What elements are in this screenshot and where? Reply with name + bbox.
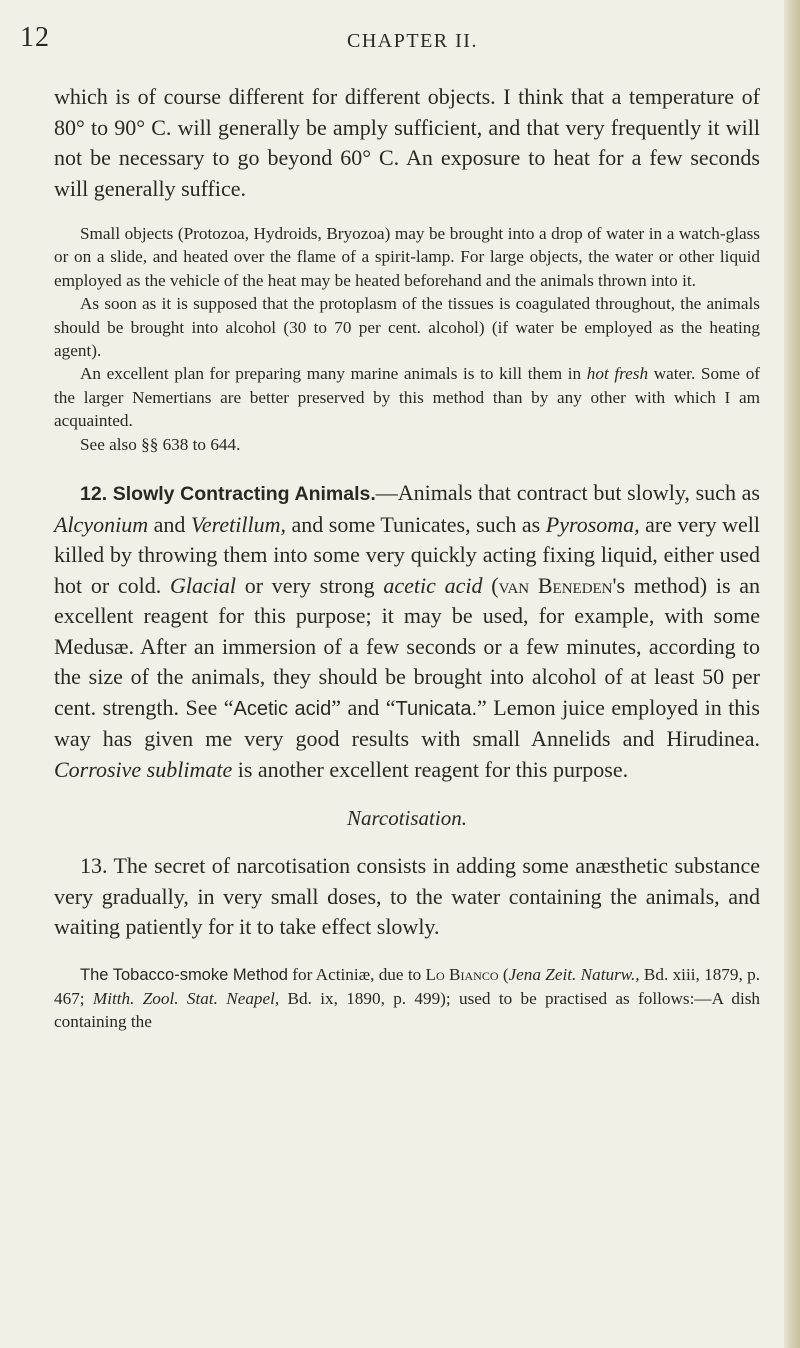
emphasis-acetic-acid: acetic acid	[383, 572, 483, 598]
text-run: 's method) is an excellent reagent for this purpose; it may be used, for example, with some Medusæ. After an immersion of a few seconds or a few minutes, according to the size of the animals, they should be brought into alcohol of at least 50 per cent. strength. See “	[54, 572, 761, 720]
paragraph-tobacco-smoke	[54, 963, 760, 1034]
tobacco-method-heading: The Tobacco-smoke Method	[80, 965, 288, 984]
narcotisation-heading: Narcotisation.	[347, 806, 467, 831]
text-run: for Actiniæ, due to	[287, 964, 426, 984]
section-12-slowly-contracting	[54, 478, 760, 785]
author-lo-bianco: Lo Bianco	[425, 964, 499, 984]
page-body	[54, 82, 760, 1034]
citation-jena-zeit: Jena Zeit. Naturw.,	[508, 964, 640, 984]
text-run: (	[498, 964, 509, 984]
text-run: —Animals that contract but slowly, such as	[375, 480, 760, 506]
section-12-heading: 12. Slowly Contracting Animals.	[80, 483, 376, 506]
cross-ref-tunicata: Tunicata.	[395, 697, 478, 720]
text-run: (	[482, 572, 499, 598]
paragraph-continued: which is of course different for different objects. I think that a temperature of 80° to 90° C. will generally be amply sufficient, and that very frequently it will not be necessary to go beyond 60° C. An exposure to heat for a few seconds will generally suffice.	[54, 84, 760, 201]
author-van-beneden: van Beneden	[498, 572, 613, 598]
text-run: ” Lemon juice employed in this way has given me very good results with small Annelids and Hirudinea.	[54, 694, 760, 752]
chapter-title: CHAPTER II.	[347, 30, 478, 52]
paragraph-protoplasm: As soon as it is supposed that the protoplasm of the tissues is coagulated throughout, the animals should be brought into alcohol (30 to 70 per cent. alcohol) (if water be employed as the heating agent).	[54, 294, 760, 361]
paragraph-small-objects: Small objects (Protozoa, Hydroids, Bryozoa) may be brought into a drop of water in a watch-glass or on a slide, and heated over the flame of a spirit-lamp. For large objects, the water or other liquid employed as the vehicle of the heat may be heated beforehand and the animals thrown into it.	[54, 224, 760, 290]
emphasis-alcyonium: Alcyonium	[54, 511, 149, 537]
text-run: Bd. ix, 1890, p. 499); used to be practised as follows:—A dish containing the	[54, 988, 761, 1032]
emphasis-veretillum: Veretillum,	[190, 511, 286, 537]
text-run: water. Some of the larger Nemertians are better preserved by this method than by any other with which I am acquainted.	[54, 364, 761, 431]
text-run: ” and “	[331, 694, 396, 720]
section-13-narcotisation: 13. The secret of narcotisation consists in adding some anæsthetic substance very gradually, in very small doses, to the water containing the animals, and waiting patiently for it to take effect slowly.	[54, 853, 760, 940]
page-number: 12	[20, 22, 50, 53]
emphasis-pyrosoma: Pyrosoma,	[545, 511, 640, 537]
text-run: and some Tunicates, such as	[286, 511, 546, 537]
text-run: is another excellent reagent for this purpose.	[232, 756, 629, 782]
page-edge-shadow	[784, 0, 800, 1348]
text-run: Bd. xiii, 1879, p. 467;	[54, 964, 760, 1008]
text-run: and	[148, 511, 191, 537]
emphasis-hot-fresh: hot fresh	[586, 364, 649, 384]
citation-mitth-zool: Mitth. Zool. Stat. Neapel,	[92, 988, 280, 1008]
text-run: An excellent plan for preparing many marine animals is to kill them in	[80, 364, 587, 384]
paragraph-cross-reference: See also §§ 638 to 644.	[80, 434, 241, 454]
emphasis-glacial: Glacial	[170, 572, 237, 598]
paragraph-hot-fresh-water	[54, 362, 760, 432]
running-head	[20, 22, 780, 62]
text-run: are very well killed by throwing them into some very quickly acting fixing liquid, either used hot or cold.	[54, 511, 761, 598]
cross-ref-acetic-acid: Acetic acid	[233, 697, 332, 720]
emphasis-corrosive-sublimate: Corrosive sublimate	[54, 756, 233, 782]
text-run: or very strong	[236, 572, 384, 598]
